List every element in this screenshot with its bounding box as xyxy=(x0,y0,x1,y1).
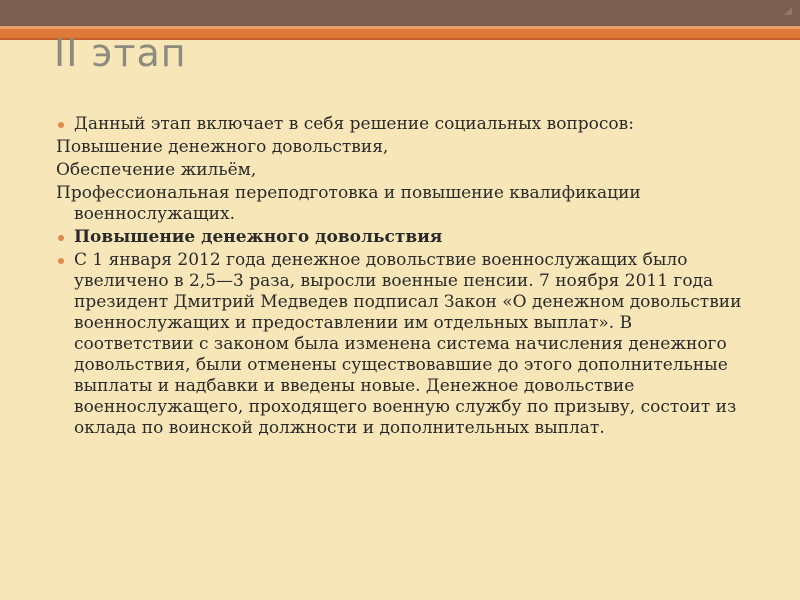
list-item: Обеспечение жильём, xyxy=(56,160,257,180)
list-item: Повышение денежного довольствия, xyxy=(56,137,389,157)
bullet-item xyxy=(56,114,756,135)
bullet-item xyxy=(56,250,756,439)
corner-triangle-icon xyxy=(784,7,792,15)
slide-content xyxy=(56,114,756,441)
slide-title: II этап xyxy=(54,31,187,75)
list-item: Профессиональная переподготовка и повышение квалификации военнослужащих. xyxy=(56,183,641,224)
header-bar xyxy=(0,0,800,26)
bullet-dot-icon xyxy=(58,235,64,241)
bullet-heading: Повышение денежного довольствия xyxy=(74,227,443,247)
bullet-text: С 1 января 2012 года денежное довольствие военнослужащих было увеличено в 2,5—3 раза, выросли военные пенсии. 7 ноября 2011 года президент Дмитрий Медведев подписал Закон «О денежном довольствии военнослужащих и предоставлении им отдельных выплат». В соответствии с законом была изменена система начисления денежного довольствия, были отменены существовавшие до этого дополнительные выплаты и надбавки и введены новые. Денежное довольствие военнослужащего, проходящего военную службу по призыву, состоит из оклада по воинской должности и дополнительных выплат. xyxy=(74,250,742,438)
bullet-dot-icon xyxy=(58,258,64,264)
bullet-item xyxy=(56,227,756,248)
bullet-text: Данный этап включает в себя решение социальных вопросов: xyxy=(74,114,634,134)
bullet-dot-icon xyxy=(58,122,64,128)
